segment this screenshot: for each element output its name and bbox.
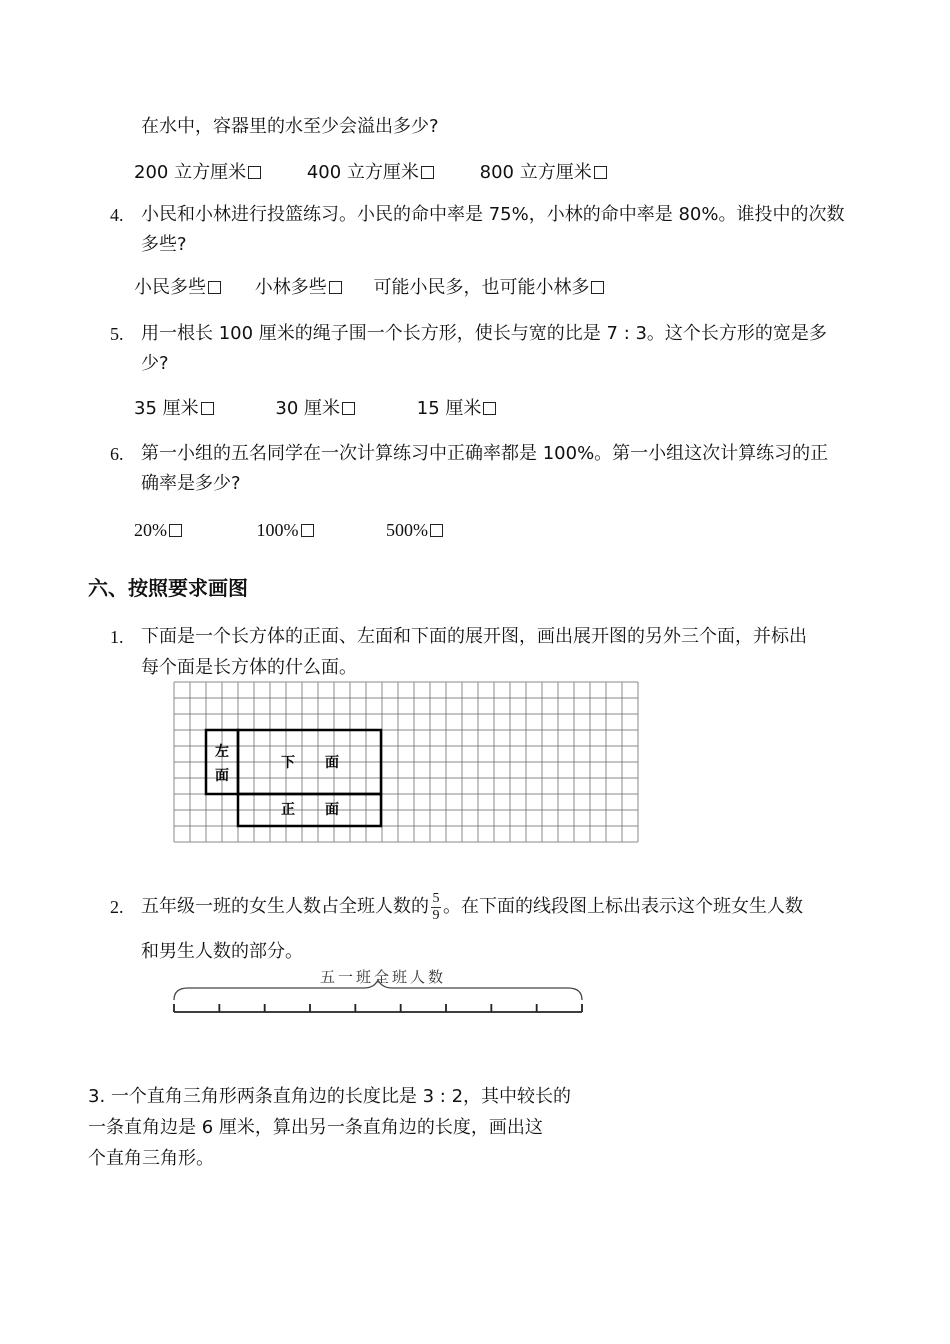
p3-text-line3: 个直角三角形。 <box>88 1148 214 1169</box>
front-face-label-1: 正 <box>281 802 295 818</box>
front-face-label-2: 面 <box>325 802 339 818</box>
checkbox-icon[interactable] <box>248 166 261 179</box>
checkbox-icon[interactable] <box>591 281 604 294</box>
q3-option-3[interactable]: 800 立方厘米 <box>480 158 607 188</box>
left-face-label-1: 左 <box>215 744 229 760</box>
checkbox-icon[interactable] <box>208 281 221 294</box>
p1-text-line2: 每个面是长方体的什么面。 <box>141 657 357 678</box>
p1-text-line1: 下面是一个长方体的正面、左面和下面的展开图，画出展开图的另外三个面，并标出 <box>141 626 807 647</box>
fraction-five-ninths: $\frac{5}{9}$ <box>432 890 440 923</box>
brace-label: 五一班全班人数 <box>319 968 447 986</box>
q4-option-3[interactable]: 可能小民多，也可能小林多 <box>373 273 604 303</box>
q4-option-2[interactable]: 小林多些 <box>255 273 342 303</box>
q4-options <box>134 273 634 303</box>
q4-text-line2: 多些? <box>141 234 187 255</box>
q5-option-3[interactable]: 15 厘米 <box>417 394 497 424</box>
checkbox-icon[interactable] <box>169 524 182 537</box>
p2-text-line1: 五年级一班的女生人数占全班人数的 $\frac{5}{9}$ 。在下面的线段图上标出表示这个班女生人数 <box>141 890 803 923</box>
q3-options <box>134 158 637 188</box>
q6-text-line1: 第一小组的五名同学在一次计算练习中正确率都是 100%。第一小组这次计算练习的正 <box>141 443 829 464</box>
left-face-label-2: 面 <box>215 768 229 784</box>
checkbox-icon[interactable] <box>483 402 496 415</box>
segment-line <box>174 1004 582 1012</box>
p3-text-line1: 3. 一个直角三角形两条直角边的长度比是 3 : 2，其中较长的 <box>88 1086 572 1107</box>
q6-option-2[interactable]: 100% <box>257 515 314 545</box>
checkbox-icon[interactable] <box>421 166 434 179</box>
q4-text-line1: 小民和小林进行投篮练习。小民的命中率是 75%，小林的命中率是 80%。谁投中的次数 <box>141 204 845 225</box>
grid-net-diagram <box>170 680 640 845</box>
q6-number: 6. <box>110 444 124 464</box>
q5-text-line2: 少? <box>141 353 169 374</box>
checkbox-icon[interactable] <box>201 402 214 415</box>
checkbox-icon[interactable] <box>430 524 443 537</box>
q5-option-1[interactable]: 35 厘米 <box>134 394 214 424</box>
q3-option-1[interactable]: 200 立方厘米 <box>134 158 261 188</box>
q4-number: 4. <box>110 205 124 225</box>
bottom-face-label-1: 下 <box>281 755 295 771</box>
q5-option-2[interactable]: 30 厘米 <box>275 394 355 424</box>
checkbox-icon[interactable] <box>594 166 607 179</box>
q5-text-line1: 用一根长 100 厘米的绳子围一个长方形，使长与宽的比是 7 : 3。这个长方形的宽是多 <box>141 323 827 344</box>
p2-number: 2. <box>110 897 124 917</box>
grid-lines <box>174 682 638 842</box>
p2-text-line2: 和男生人数的部分。 <box>141 941 303 962</box>
p3-text-line2: 一条直角边是 6 厘米，算出另一条直角边的长度，画出这 <box>88 1117 543 1138</box>
bottom-face-label-2: 面 <box>325 755 339 771</box>
checkbox-icon[interactable] <box>329 281 342 294</box>
q5-options <box>134 394 526 424</box>
q6-text-line2: 确率是多少? <box>141 473 241 494</box>
q3-option-2[interactable]: 400 立方厘米 <box>307 158 434 188</box>
checkbox-icon[interactable] <box>301 524 314 537</box>
q3-text-cont: 在水中，容器里的水至少会溢出多少? <box>141 116 439 137</box>
q4-option-1[interactable]: 小民多些 <box>134 273 221 303</box>
q6-options <box>134 515 473 545</box>
checkbox-icon[interactable] <box>342 402 355 415</box>
q5-number: 5. <box>110 324 124 344</box>
q6-option-3[interactable]: 500% <box>386 515 443 545</box>
q6-option-1[interactable]: 20% <box>134 515 182 545</box>
section-heading: 六、按照要求画图 <box>88 576 248 600</box>
segment-diagram <box>168 962 588 1022</box>
p1-number: 1. <box>110 627 124 647</box>
